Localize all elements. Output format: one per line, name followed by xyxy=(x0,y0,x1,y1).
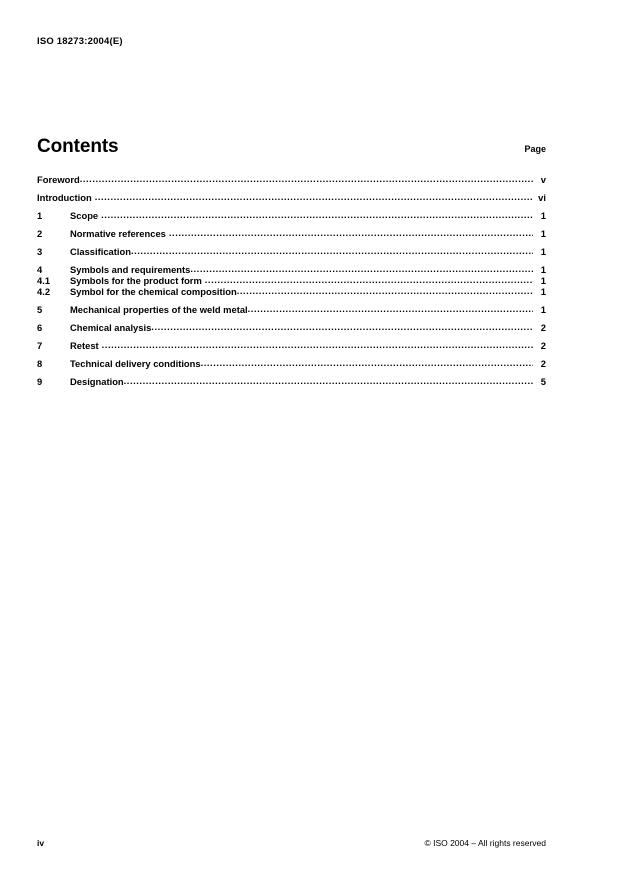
toc-entry-page-number: 1 xyxy=(540,228,546,239)
toc-entry-page-number: vi xyxy=(538,192,546,203)
toc-entry-page-number: 1 xyxy=(540,264,546,275)
toc-entry[interactable] xyxy=(37,358,546,369)
toc-leader-dots xyxy=(169,228,533,237)
toc-entry[interactable] xyxy=(37,376,546,387)
toc-entry-page-number: 2 xyxy=(540,340,546,351)
toc-entry-number: 4.1 xyxy=(37,275,51,286)
toc-leader-dots xyxy=(101,210,533,219)
toc-entry-page-number: 1 xyxy=(540,210,546,221)
toc-entry-number: 1 xyxy=(37,210,43,221)
toc-entry-page-number: 2 xyxy=(540,322,546,333)
page-folio: iv xyxy=(37,838,45,848)
toc-leader-dots xyxy=(201,358,533,367)
toc-entry-title: Introduction xyxy=(37,192,92,203)
toc-leader-dots xyxy=(248,304,533,313)
toc-entry-title: Scope xyxy=(70,210,99,221)
toc-leader-dots xyxy=(124,376,533,385)
toc-entry-number: 9 xyxy=(37,376,43,387)
toc-entry-number: 5 xyxy=(37,304,43,315)
toc-entry-number: 4 xyxy=(37,264,43,275)
toc-leader-dots xyxy=(190,264,533,273)
toc-entry[interactable] xyxy=(37,322,546,333)
toc-entry-page-number: 2 xyxy=(540,358,546,369)
page-title: Contents xyxy=(37,136,119,157)
toc-entry-title: Foreword xyxy=(37,174,80,185)
toc-entry[interactable] xyxy=(37,192,546,203)
toc-entry-title: Retest xyxy=(70,340,99,351)
page-footer xyxy=(37,838,546,848)
toc-leader-dots xyxy=(151,322,533,331)
toc-entry-title: Chemical analysis xyxy=(70,322,152,333)
toc-entry-number: 8 xyxy=(37,358,43,369)
toc-leader-dots xyxy=(131,246,533,255)
toc-leader-dots xyxy=(95,192,533,201)
toc-entry-number: 4.2 xyxy=(37,286,51,297)
toc-entry[interactable] xyxy=(37,275,546,286)
toc-entry-title: Symbols for the product form xyxy=(70,275,202,286)
toc-leader-dots xyxy=(205,275,533,284)
toc-entry[interactable] xyxy=(37,340,546,351)
toc-entry-page-number: 1 xyxy=(540,304,546,315)
toc-entry-title: Symbol for the chemical composition xyxy=(70,286,237,297)
toc-entry-title: Technical delivery conditions xyxy=(70,358,201,369)
page-column-label: Page xyxy=(524,144,546,154)
toc-entry-page-number: 1 xyxy=(540,275,546,286)
toc-leader-dots xyxy=(80,174,533,183)
toc-entry-number: 7 xyxy=(37,340,43,351)
toc-entry-page-number: 1 xyxy=(540,286,546,297)
contents-heading-row xyxy=(37,136,546,158)
toc-entry[interactable] xyxy=(37,264,546,275)
toc-entry-title: Mechanical properties of the weld metal xyxy=(70,304,248,315)
document-reference-header: ISO 18273:2004(E) xyxy=(37,36,123,47)
toc-entry[interactable] xyxy=(37,286,546,297)
toc-entry[interactable] xyxy=(37,174,546,185)
toc-entry[interactable] xyxy=(37,210,546,221)
copyright-notice: © ISO 2004 – All rights reserved xyxy=(424,838,546,848)
toc-leader-dots xyxy=(102,340,533,349)
toc-entry[interactable] xyxy=(37,304,546,315)
toc-leader-dots xyxy=(237,286,533,295)
toc-entry-title: Symbols and requirements xyxy=(70,264,191,275)
toc-entry-page-number: 5 xyxy=(540,376,546,387)
toc-entry-title: Normative references xyxy=(70,228,166,239)
table-of-contents xyxy=(37,174,546,394)
toc-entry-number: 3 xyxy=(37,246,43,257)
toc-entry[interactable] xyxy=(37,246,546,257)
toc-entry-title: Classification xyxy=(70,246,131,257)
toc-entry[interactable] xyxy=(37,228,546,239)
toc-entry-number: 2 xyxy=(37,228,43,239)
toc-entry-page-number: v xyxy=(540,174,546,185)
toc-entry-title: Designation xyxy=(70,376,124,387)
toc-entry-number: 6 xyxy=(37,322,43,333)
toc-entry-page-number: 1 xyxy=(540,246,546,257)
